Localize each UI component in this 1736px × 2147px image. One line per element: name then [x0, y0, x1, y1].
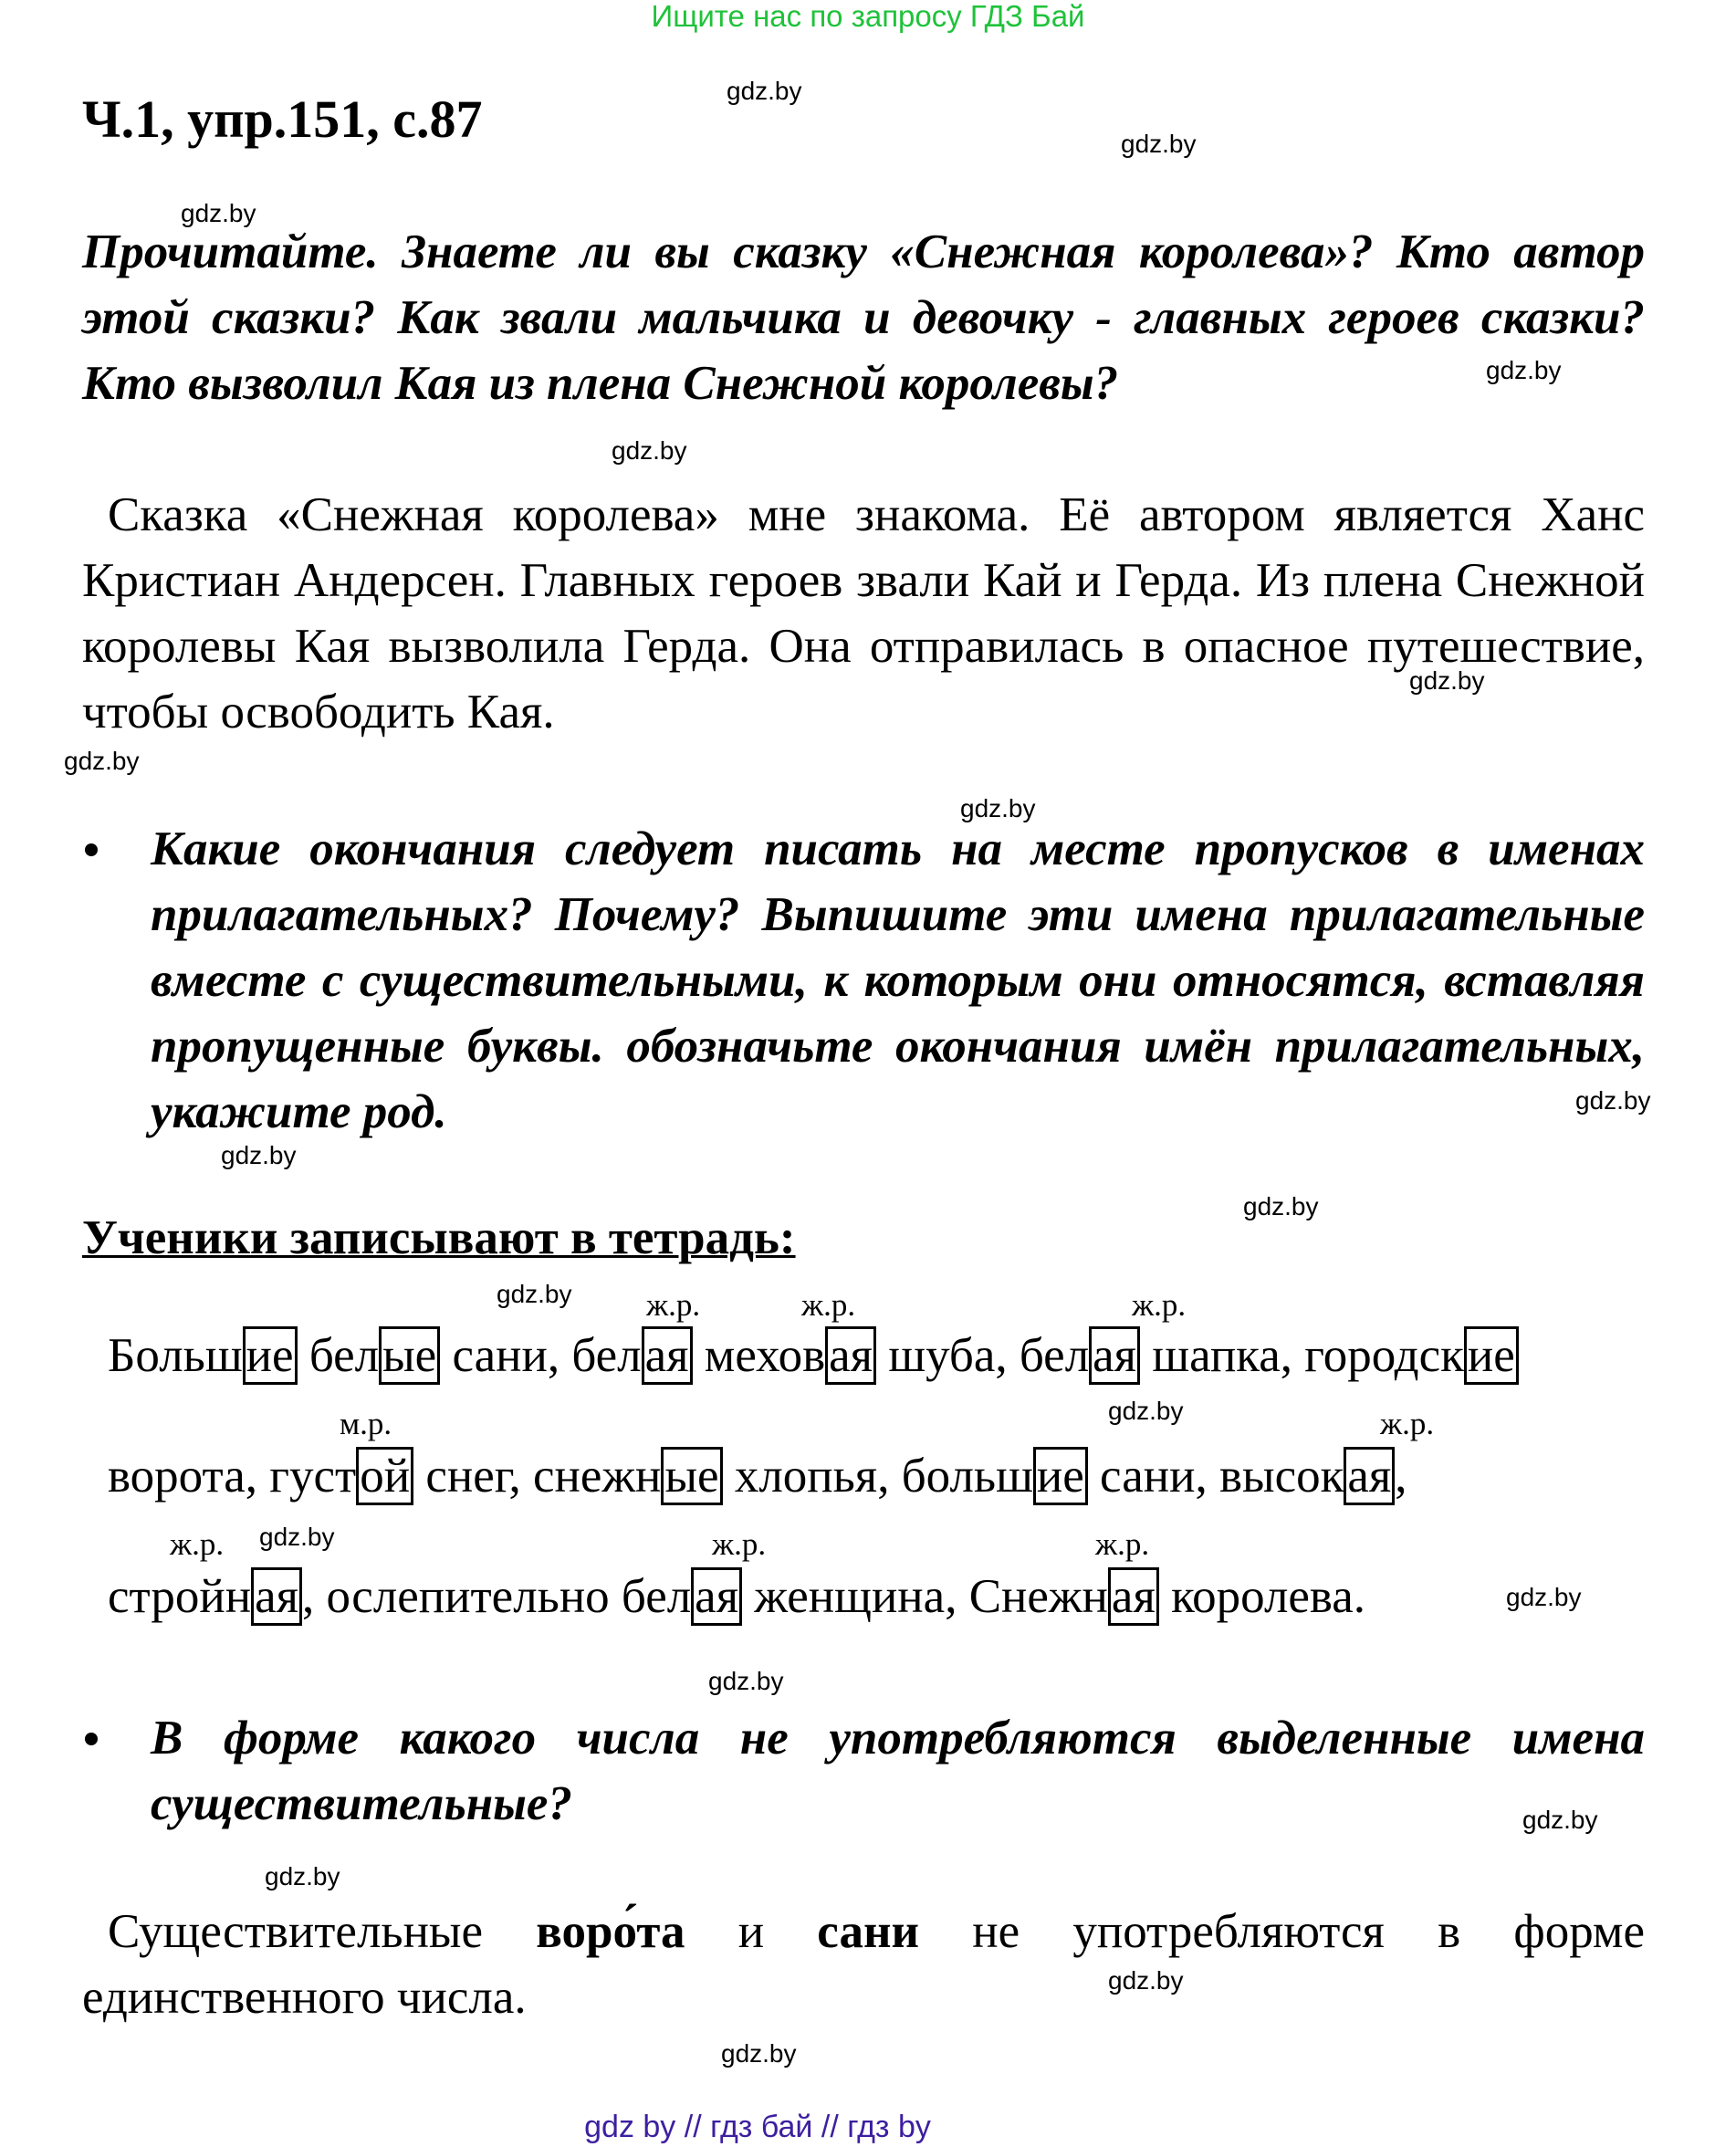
bullet-point — [85, 843, 98, 856]
page-title: Ч.1, упр.151, с.87 — [82, 89, 483, 149]
text-fragment: Больш — [108, 1329, 243, 1382]
text-fragment: и — [685, 1905, 818, 1958]
adjective-ending-box: ая — [691, 1567, 742, 1626]
adjective-ending-box: ая — [1089, 1326, 1140, 1385]
adjective-ending-box: ая — [642, 1326, 693, 1385]
watermark: gdz.by — [960, 794, 1036, 822]
text-fragment: королева. — [1158, 1570, 1366, 1623]
text-fragment: женщина, Снежн — [742, 1570, 1108, 1623]
text-fragment: стройн — [108, 1570, 252, 1623]
adjective-ending-box: ая — [251, 1567, 302, 1626]
exercise-line-1 — [108, 1324, 1519, 1388]
task-1-text: Прочитайте. Знаете ли вы сказку «Снежная королева»? Кто автор этой сказки? Как звали мальчика и девочку - главных героев сказки? Кто вызволил Кая из плена Снежной королевы? — [82, 225, 1645, 410]
adjective-ending-box: ые — [379, 1326, 440, 1385]
gender-label: ж.р. — [1132, 1287, 1187, 1323]
adjective-ending-box: ая — [1344, 1447, 1395, 1505]
watermark: gdz.by — [1108, 1966, 1184, 1995]
adjective-ending-box: ие — [1464, 1326, 1519, 1385]
watermark: gdz.by — [1243, 1192, 1319, 1220]
gender-label: ж.р. — [712, 1526, 767, 1562]
adjective-ending-box: ой — [356, 1447, 413, 1505]
gender-label: ж.р. — [170, 1526, 225, 1562]
students-heading: Ученики записывают в тетрадь: — [82, 1211, 796, 1264]
text-fragment: мехов — [692, 1329, 826, 1382]
watermark: gdz.by — [221, 1141, 297, 1169]
answer-1-text: Сказка «Снежная королева» мне знакома. Её автором является Ханс Кристиан Андерсен. Главных героев звали Кай и Герда. Из плена Снежной королевы Кая вызволила Герда. Она отправилась в опасное путешествие, чтобы освободить Кая. — [82, 488, 1645, 738]
text-fragment: сани, высок — [1087, 1450, 1344, 1503]
watermark: gdz.by — [64, 747, 140, 775]
watermark: gdz.by — [721, 2039, 797, 2068]
task-2-text: Какие окончания следует писать на месте пропусков в именах прилагательных? Почему? Выпишите эти имена прилагательные вместе с существительными, к которым они относятся, вставляя пропущенные буквы. обозначьте окончания имён прилагательных, укажите род. — [151, 822, 1645, 1138]
gender-label: ж.р. — [1380, 1406, 1435, 1441]
bullet-point — [85, 1733, 98, 1745]
watermark: gdz.by — [1486, 356, 1562, 384]
adjective-ending-box: ая — [1108, 1567, 1159, 1626]
highlighted-noun: сани — [817, 1905, 920, 1958]
watermark: gdz.by — [1108, 1397, 1184, 1425]
text-fragment: , — [1395, 1450, 1407, 1503]
text-fragment: Существительные — [108, 1905, 537, 1958]
watermark: gdz.by — [259, 1523, 335, 1551]
watermark: gdz.by — [1522, 1806, 1598, 1834]
text-fragment: хлопья, больш — [722, 1450, 1033, 1503]
header-banner[interactable]: Ищите нас по запросу ГДЗ Бай — [651, 0, 1085, 33]
watermark: gdz.by — [1575, 1086, 1651, 1115]
gender-label: ж.р. — [1095, 1526, 1150, 1562]
text-fragment: ворота, густ — [108, 1450, 357, 1503]
text-fragment: бел — [297, 1329, 380, 1382]
watermark: gdz.by — [612, 436, 687, 465]
gender-label: ж.р. — [646, 1287, 701, 1323]
adjective-ending-box: ие — [243, 1326, 298, 1385]
watermark: gdz.by — [708, 1667, 784, 1695]
watermark: gdz.by — [181, 199, 256, 227]
watermark: gdz.by — [727, 77, 802, 105]
highlighted-noun: воро́та — [536, 1905, 685, 1958]
text-fragment: шапка, городск — [1140, 1329, 1464, 1382]
gender-label: м.р. — [340, 1406, 392, 1441]
answer-3-text — [82, 1899, 1645, 2030]
adjective-ending-box: ая — [825, 1326, 876, 1385]
footer-links[interactable]: gdz by // гдз бай // гдз by — [584, 2110, 931, 2144]
text-fragment: не употребляются в форме единственного числа. — [82, 1905, 1645, 2024]
watermark: gdz.by — [1409, 666, 1485, 695]
adjective-ending-box: ие — [1033, 1447, 1088, 1505]
exercise-line-3 — [108, 1565, 1365, 1629]
task-3-text: В форме какого числа не употребляются выделенные имена существительные? — [151, 1712, 1645, 1830]
text-fragment: снег, снежн — [413, 1450, 662, 1503]
gender-label: ж.р. — [801, 1287, 856, 1323]
text-fragment: , ослепительно бел — [301, 1570, 692, 1623]
watermark: gdz.by — [265, 1862, 340, 1890]
exercise-line-2 — [108, 1444, 1407, 1508]
adjective-ending-box: ые — [661, 1447, 722, 1505]
watermark: gdz.by — [1506, 1583, 1582, 1611]
watermark: gdz.by — [1121, 130, 1197, 158]
text-fragment: сани, бел — [440, 1329, 642, 1382]
text-fragment: шуба, бел — [876, 1329, 1090, 1382]
watermark: gdz.by — [497, 1280, 572, 1308]
